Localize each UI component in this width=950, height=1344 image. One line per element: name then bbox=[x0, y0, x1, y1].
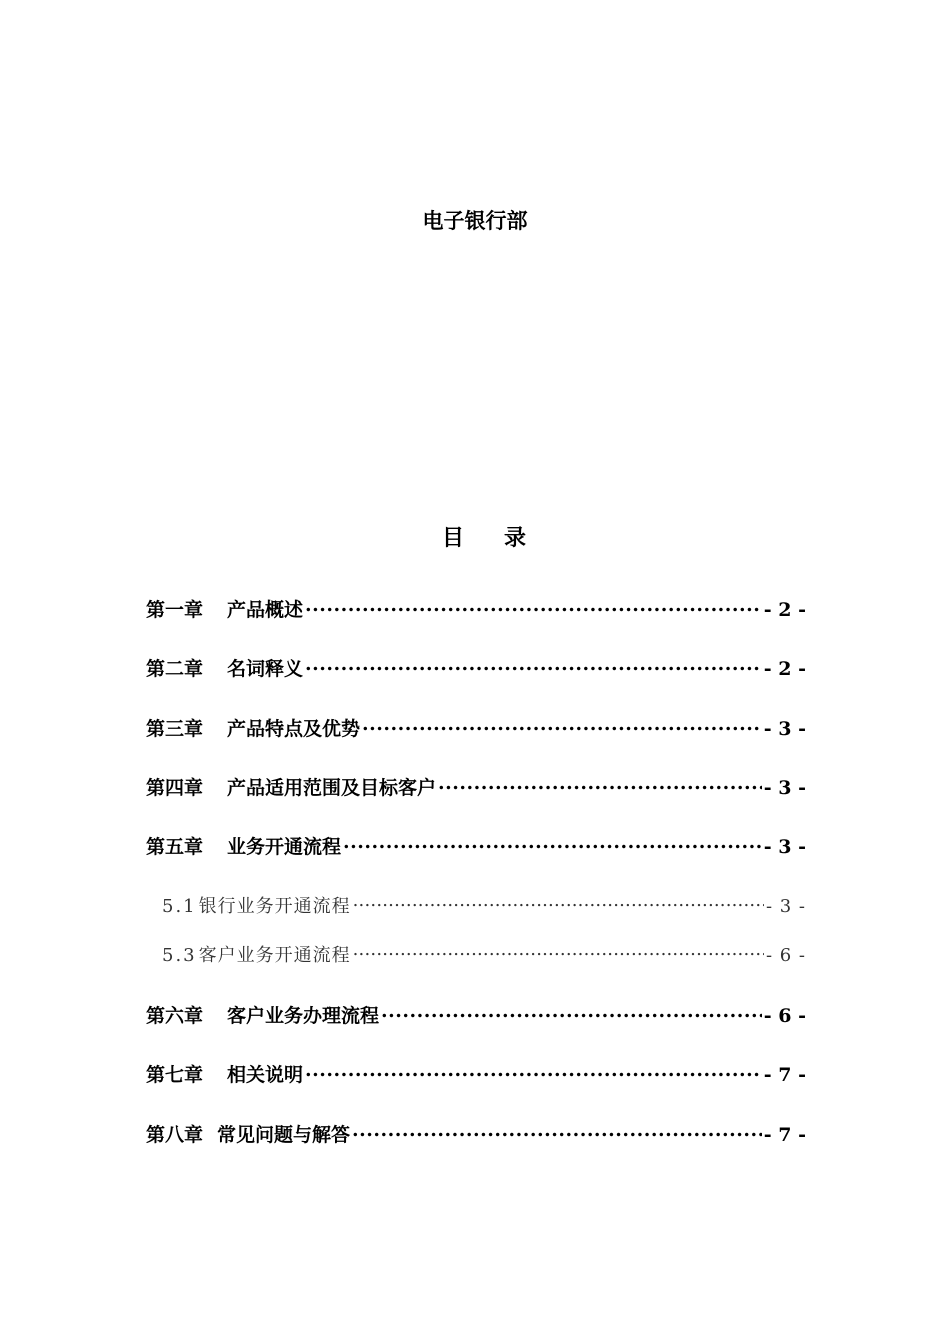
toc-entry-number: 第四章 bbox=[146, 777, 204, 799]
toc-entry-title: 产品概述 bbox=[227, 599, 304, 621]
toc-entry-title: 产品适用范围及目标客户 bbox=[227, 777, 437, 799]
toc-entry-label bbox=[162, 894, 351, 920]
toc-entry-chapter-6[interactable] bbox=[146, 1003, 806, 1029]
toc-entry-chapter-1[interactable] bbox=[146, 597, 806, 623]
toc-entry-section-5-1[interactable] bbox=[146, 894, 806, 920]
toc-dot-leader bbox=[381, 1003, 762, 1022]
toc-entry-number: 第七章 bbox=[146, 1064, 204, 1086]
toc-entry-number: 第八章 bbox=[146, 1124, 204, 1146]
toc-dot-leader bbox=[352, 1122, 762, 1141]
toc-entry-page: - 6 - bbox=[763, 1005, 806, 1027]
toc-dot-leader bbox=[343, 834, 762, 853]
toc-entry-number: 第一章 bbox=[146, 599, 204, 621]
toc-entry-chapter-4[interactable] bbox=[146, 775, 806, 801]
toc-entry-chapter-5[interactable] bbox=[146, 834, 806, 860]
toc-dot-leader bbox=[438, 775, 762, 794]
toc-heading-left: 目 bbox=[441, 525, 464, 551]
toc-entry-label bbox=[146, 1062, 303, 1088]
toc-dot-leader bbox=[362, 716, 762, 735]
toc-entry-label bbox=[146, 834, 341, 860]
toc-entry-title: 客户业务开通流程 bbox=[198, 945, 351, 966]
toc-entry-label bbox=[146, 656, 303, 682]
toc-entry-chapter-2[interactable] bbox=[146, 656, 806, 682]
toc-entry-label bbox=[146, 775, 436, 801]
toc-entry-title: 名词释义 bbox=[227, 658, 304, 680]
toc-entry-number: 5.1 bbox=[162, 896, 197, 917]
toc-entry-title: 银行业务开通流程 bbox=[198, 896, 351, 917]
toc-dot-leader bbox=[305, 597, 762, 616]
toc-entry-number: 第六章 bbox=[146, 1005, 204, 1027]
toc-dot-leader bbox=[353, 943, 764, 961]
toc-entry-page: - 2 - bbox=[763, 658, 806, 680]
toc-entry-label bbox=[146, 716, 360, 742]
toc-entry-number: 5.3 bbox=[162, 945, 197, 966]
toc-entry-chapter-3[interactable] bbox=[146, 716, 806, 742]
toc-entry-chapter-8[interactable] bbox=[146, 1122, 806, 1148]
toc-entry-section-5-3[interactable] bbox=[146, 943, 806, 969]
toc-dot-leader bbox=[353, 894, 764, 912]
toc-entry-title: 业务开通流程 bbox=[227, 836, 342, 858]
department-title: 电子银行部 bbox=[422, 208, 528, 233]
toc-heading bbox=[0, 523, 950, 553]
toc-entry-label bbox=[146, 1003, 379, 1029]
toc-entry-page: - 3 - bbox=[763, 777, 806, 799]
toc-entry-number: 第五章 bbox=[146, 836, 204, 858]
toc-entry-chapter-7[interactable] bbox=[146, 1062, 806, 1088]
toc-entry-title: 相关说明 bbox=[227, 1064, 304, 1086]
toc-entry-page: - 7 - bbox=[763, 1064, 806, 1086]
toc-entry-title: 常见问题与解答 bbox=[217, 1124, 351, 1146]
toc-entry-number: 第二章 bbox=[146, 658, 204, 680]
toc-entry-label bbox=[146, 597, 303, 623]
toc-dot-leader bbox=[305, 656, 762, 675]
toc-dot-leader bbox=[305, 1062, 762, 1081]
toc-entry-page: - 2 - bbox=[763, 599, 806, 621]
toc-entry-page: - 7 - bbox=[763, 1124, 806, 1146]
toc-entry-title: 产品特点及优势 bbox=[227, 718, 361, 740]
toc-entry-page: - 3 - bbox=[763, 718, 806, 740]
toc-entry-label bbox=[146, 1122, 350, 1148]
toc-entry-page: - 3 - bbox=[763, 836, 806, 858]
toc-entry-label bbox=[162, 943, 351, 969]
toc-entry-page: - 3 - bbox=[765, 896, 806, 917]
toc-entry-page: - 6 - bbox=[765, 945, 806, 966]
toc-entry-number: 第三章 bbox=[146, 718, 204, 740]
toc-entry-title: 客户业务办理流程 bbox=[227, 1005, 380, 1027]
toc-heading-right: 录 bbox=[504, 525, 527, 551]
